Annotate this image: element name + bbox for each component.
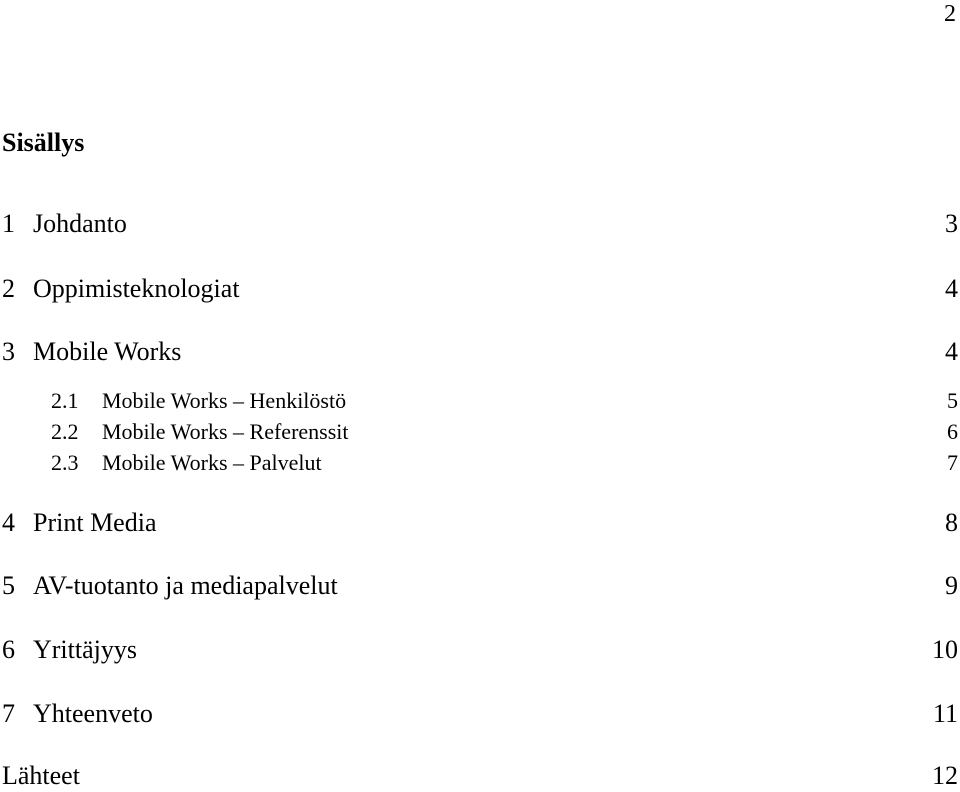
toc-entry-text: Johdanto <box>33 209 127 238</box>
toc-entry-number: 2 <box>2 274 15 303</box>
page-number: 2 <box>944 1 956 27</box>
toc-entry-page: 9 <box>945 571 958 600</box>
toc-entry-page: 8 <box>945 508 958 537</box>
toc-entry-text: Mobile Works – Palvelut <box>102 450 322 475</box>
toc-entry-number: 2.2 <box>51 419 79 444</box>
toc-entry-text: Mobile Works – Referenssit <box>102 419 349 444</box>
toc-entry-page: 6 <box>947 419 958 444</box>
toc-entry-number: 5 <box>2 571 15 600</box>
toc-entry-page: 12 <box>932 761 958 790</box>
toc-entry-page: 4 <box>945 274 958 303</box>
toc-entry-text: Lähteet <box>2 761 80 790</box>
toc-entry-text: Mobile Works <box>33 337 182 366</box>
toc-entry-number: 3 <box>2 337 15 366</box>
toc-subentry <box>2 450 958 476</box>
toc-entry <box>2 698 958 730</box>
toc-subentry <box>2 419 958 445</box>
toc-title: Sisällys <box>2 128 85 157</box>
toc-entry-text: AV-tuotanto ja mediapalvelut <box>33 571 338 600</box>
toc-entry-page: 4 <box>945 337 958 366</box>
toc-entry <box>2 634 958 666</box>
toc-entry-number: 2.1 <box>51 388 79 413</box>
toc-entry-text: Yrittäjyys <box>33 635 137 664</box>
toc-entry-page: 3 <box>945 209 958 238</box>
toc-entry-text: Yhteenveto <box>33 699 153 728</box>
toc-entry-text: Oppimisteknologiat <box>33 274 240 303</box>
toc-entry-text: Print Media <box>33 508 157 537</box>
toc-entry <box>2 208 958 240</box>
toc-entry-page: 11 <box>932 699 958 728</box>
toc-entry <box>2 570 958 602</box>
toc-entry-number: 7 <box>2 699 15 728</box>
toc-entry <box>2 336 958 368</box>
toc-entry-number: 6 <box>2 635 15 664</box>
toc-entry-number: 4 <box>2 508 15 537</box>
toc-entry <box>2 507 958 539</box>
toc-entry-page: 7 <box>947 450 958 475</box>
toc-entry-number: 2.3 <box>51 450 79 475</box>
toc-entry <box>2 760 958 792</box>
toc-entry <box>2 273 958 305</box>
toc-entry-number: 1 <box>2 209 15 238</box>
toc-entry-text: Mobile Works – Henkilöstö <box>102 388 347 413</box>
toc-subentry <box>2 388 958 414</box>
toc-entry-page: 10 <box>932 635 958 664</box>
toc-entry-page: 5 <box>947 388 958 413</box>
